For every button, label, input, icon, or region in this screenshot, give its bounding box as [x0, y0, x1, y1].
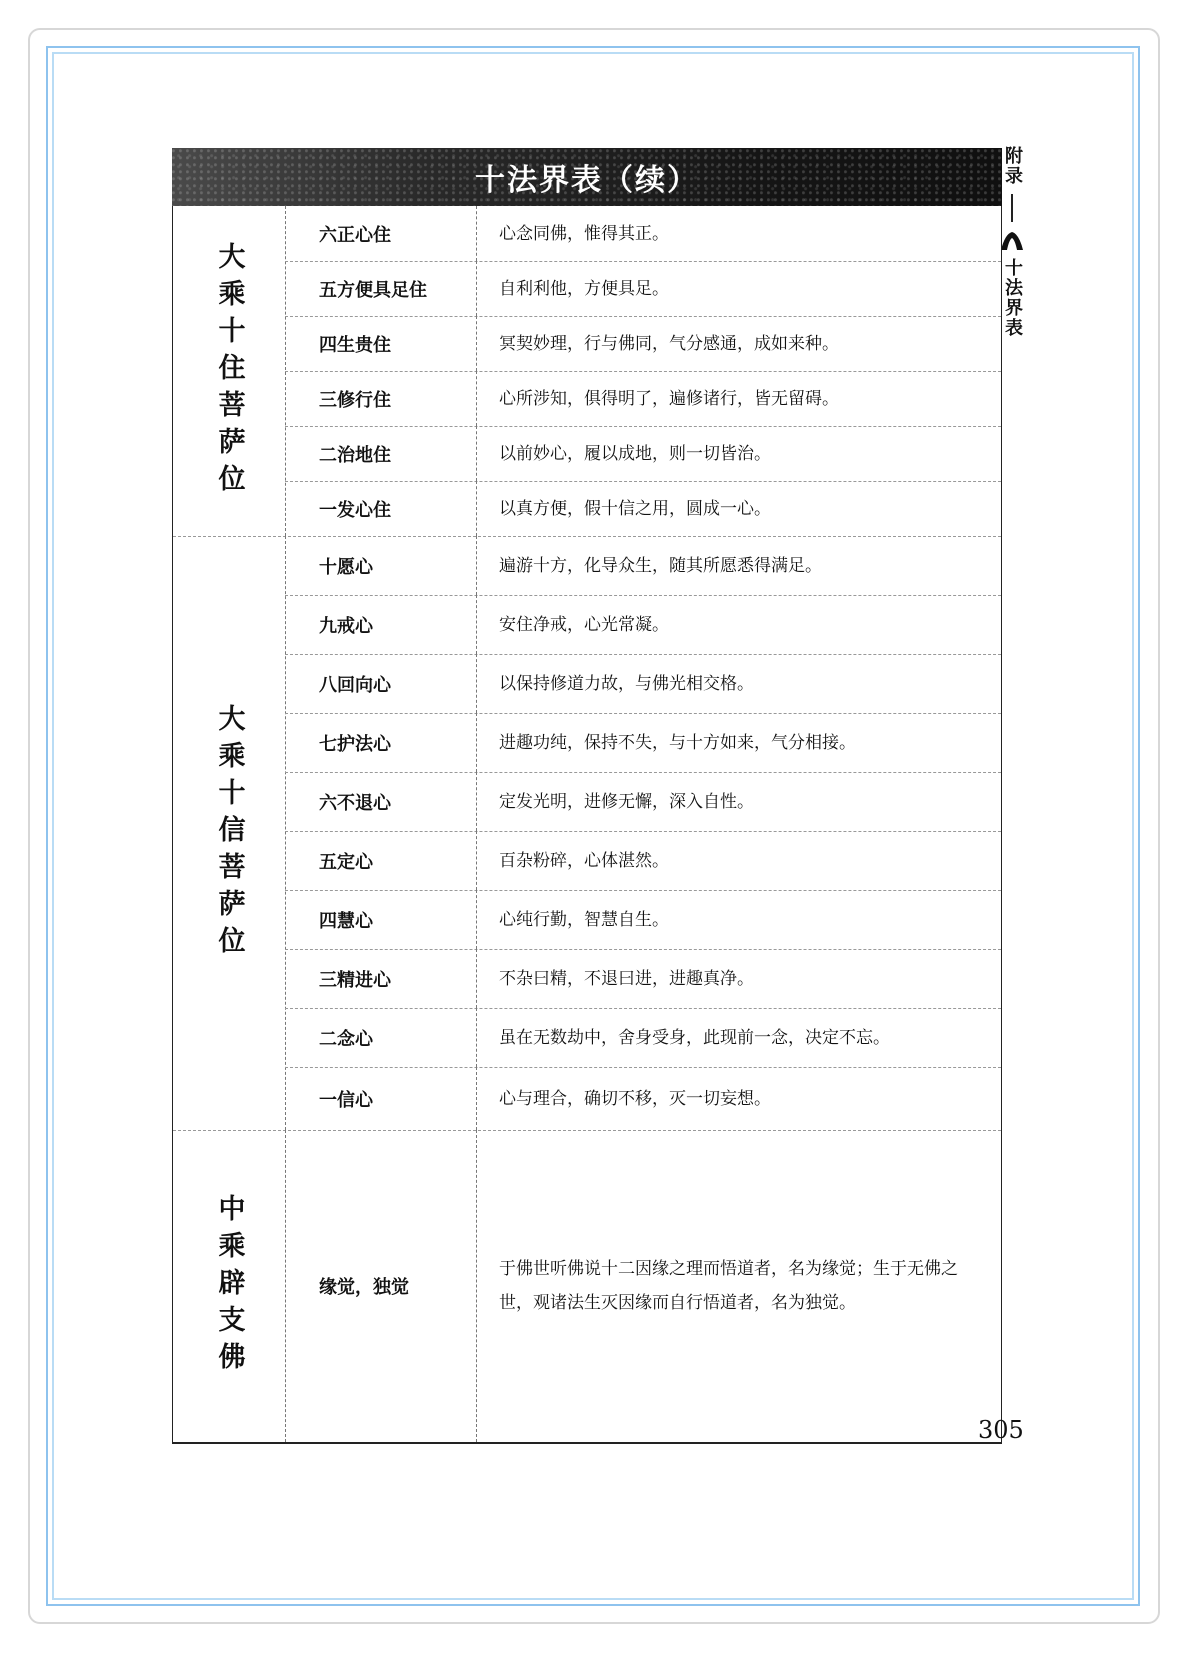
table-row	[285, 595, 1001, 655]
table-row	[285, 316, 1001, 372]
side-tab-divider	[1011, 194, 1013, 222]
row-name: 五定心	[285, 831, 477, 890]
table-row	[285, 949, 1001, 1009]
table-title-bar	[172, 148, 1002, 206]
row-desc: 自利利他，方便具足。	[499, 278, 669, 299]
row-desc: 遍游十方，化导众生，随其所愿悉得满足。	[499, 555, 822, 576]
table-row	[285, 772, 1001, 832]
row-name: 五方便具足住	[285, 261, 477, 316]
row-desc: 以保持修道力故，与佛光相交格。	[499, 673, 754, 694]
table-row	[285, 1067, 1001, 1130]
row-desc: 百杂粉碎，心体湛然。	[499, 850, 669, 871]
row-desc: 心念同佛，惟得其正。	[499, 223, 669, 244]
section-pratyekabuddha	[173, 1130, 1001, 1442]
table-row	[285, 713, 1001, 773]
table-row	[285, 1130, 1001, 1442]
row-name: 六正心住	[285, 206, 477, 261]
row-desc: 安住净戒，心光常凝。	[499, 614, 669, 635]
row-name: 二念心	[285, 1008, 477, 1067]
row-name: 四生贵住	[285, 316, 477, 371]
row-desc: 定发光明，进修无懈，深入自性。	[499, 791, 754, 812]
table-row	[285, 481, 1001, 536]
row-name: 一信心	[285, 1067, 477, 1130]
table-row	[285, 371, 1001, 427]
row-desc: 不杂曰精，不退曰进，进趣真净。	[499, 968, 754, 989]
row-desc: 以前妙心，履以成地，则一切皆治。	[499, 443, 771, 464]
row-name: 四慧心	[285, 890, 477, 949]
ten-realms-table	[172, 206, 1002, 1444]
row-name: 七护法心	[285, 713, 477, 772]
row-name: 二治地住	[285, 426, 477, 481]
table-row	[285, 426, 1001, 482]
row-name: 三精进心	[285, 949, 477, 1008]
table-row	[285, 831, 1001, 891]
section-label: 大乘十信菩萨位	[173, 536, 286, 1130]
table-row	[285, 536, 1001, 596]
row-name: 十愿心	[285, 536, 477, 595]
table-title: 十法界表（续）	[475, 163, 699, 198]
side-tab-bottom: 十法界表	[1002, 258, 1023, 338]
row-desc: 心纯行勤，智慧自生。	[499, 909, 669, 930]
table-row	[285, 206, 1001, 262]
row-name: 八回向心	[285, 654, 477, 713]
row-desc: 于佛世听佛说十二因缘之理而悟道者，名为缘觉；生于无佛之世，观诸法生灭因缘而自行悟道者，名为独觉。	[499, 1259, 958, 1313]
row-desc: 以真方便，假十信之用，圆成一心。	[499, 498, 771, 519]
row-desc: 心与理合，确切不移，灭一切妄想。	[499, 1088, 771, 1109]
row-name: 缘觉，独觉	[285, 1130, 477, 1442]
section-label: 中乘辟支佛	[173, 1130, 286, 1442]
row-name: 三修行住	[285, 371, 477, 426]
section-ten-abodes	[173, 206, 1001, 537]
row-desc: 虽在无数劫中，舍身受身，此现前一念，决定不忘。	[499, 1027, 890, 1048]
table-row	[285, 1008, 1001, 1068]
row-name: 一发心住	[285, 481, 477, 536]
row-desc: 冥契妙理，行与佛同，气分感通，成如来种。	[499, 333, 839, 354]
lotus-icon	[999, 230, 1025, 252]
row-desc: 心所涉知，俱得明了，遍修诸行，皆无留碍。	[499, 388, 839, 409]
table-row	[285, 261, 1001, 317]
section-label: 大乘十住菩萨位	[173, 206, 286, 536]
row-name: 九戒心	[285, 595, 477, 654]
table-row	[285, 654, 1001, 714]
side-tab-top: 附录	[1002, 146, 1023, 186]
section-ten-faiths	[173, 536, 1001, 1131]
row-desc: 进趣功纯，保持不失，与十方如来，气分相接。	[499, 732, 856, 753]
page-number: 305	[978, 1416, 1024, 1444]
row-name: 六不退心	[285, 772, 477, 831]
table-row	[285, 890, 1001, 950]
page	[60, 60, 1122, 1588]
